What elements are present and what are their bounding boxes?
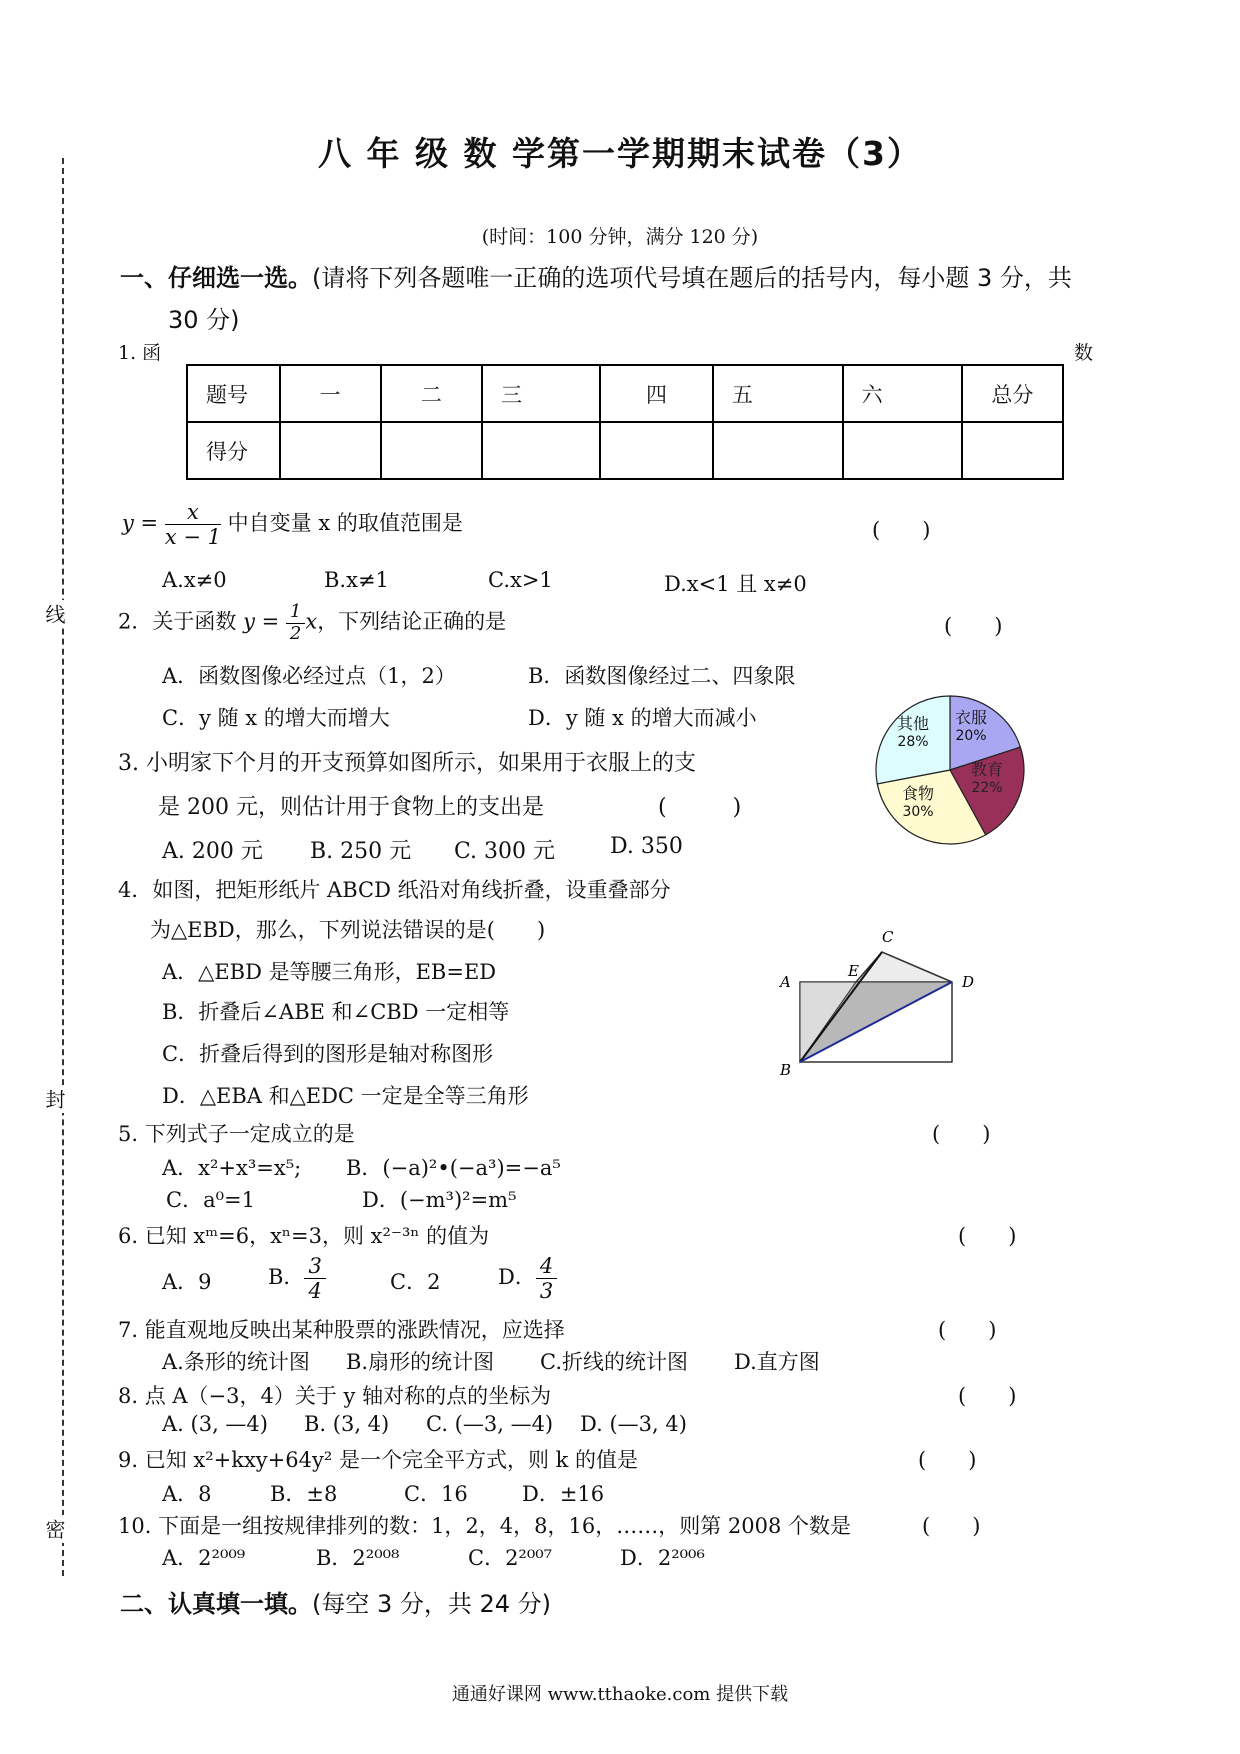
q4-option-d: D．△EBA 和△EDC 一定是全等三角形: [162, 1084, 529, 1108]
q1-option-a: A.x≠0: [162, 568, 227, 592]
footer: 通通好课网 www.tthaoke.com 提供下载: [451, 1684, 789, 1705]
section1-desc: (请将下列各题唯一正确的选项代号填在题后的括号内，每小题 3 分，共: [312, 264, 1072, 292]
binding-line: [62, 158, 64, 1576]
table-cell: 总分: [962, 365, 1063, 422]
q6-option-b-label: B．: [268, 1265, 305, 1290]
q9-stem: 9. 已知 x²+kxy+64y² 是一个完全平方式，则 k 的值是: [118, 1448, 639, 1472]
score-cell: [280, 422, 381, 479]
q8-option-c: C. (—3, —4): [426, 1412, 554, 1436]
table-cell: 三: [482, 365, 600, 422]
section1-desc-cont: 30 分): [168, 306, 240, 334]
q6-option-b: [268, 1254, 326, 1303]
q3-option-c: C. 300 元: [454, 839, 556, 864]
table-cell: 四: [600, 365, 713, 422]
q2-option-c: C．y 随 x 的增大而增大: [162, 706, 390, 730]
q2-option-a: A．函数图像必经过点（1，2）: [162, 664, 456, 688]
q8-option-b: B. (3, 4): [304, 1412, 390, 1436]
q1-text: 中自变量 x 的取值范围是: [227, 511, 463, 536]
table-cell: 题号: [187, 365, 280, 422]
q2-answer-paren: ( ): [944, 614, 1003, 638]
q2-formula: y =: [243, 609, 280, 634]
q7-option-d: D.直方图: [734, 1350, 820, 1374]
q9-answer-paren: ( ): [918, 1448, 977, 1472]
q1-option-b: B.x≠1: [324, 568, 389, 592]
q1-numerator: x: [165, 500, 221, 525]
section1-heading: [120, 258, 1072, 293]
score-cell: [843, 422, 962, 479]
q8-answer-paren: ( ): [958, 1384, 1017, 1408]
q7-option-b: B.扇形的统计图: [346, 1350, 495, 1374]
q7-answer-paren: ( ): [938, 1318, 997, 1342]
q5-option-d: D．(−m³)²=m⁵: [362, 1188, 517, 1212]
q5-option-c: C．a⁰=1: [166, 1188, 255, 1212]
q7-stem: 7. 能直观地反映出某种股票的涨跌情况，应选择: [118, 1318, 565, 1342]
score-table-row: [187, 422, 1063, 479]
q1-suffix: 数: [1074, 342, 1094, 364]
score-table-header: [187, 365, 1063, 422]
q10-option-a: A．2²⁰⁰⁹: [162, 1546, 246, 1570]
q2-option-b: B．函数图像经过二、四象限: [528, 664, 796, 688]
pie-label-clothes: 衣服 20%: [955, 708, 988, 744]
pie-label-food: 食物 30%: [902, 784, 935, 820]
score-cell: [482, 422, 600, 479]
q9-option-d: D．±16: [522, 1482, 605, 1506]
q1-fraction: [165, 500, 221, 549]
q10-stem: 10. 下面是一组按规律排列的数：1，2，4，8，16，……，则第 2008 个数是: [118, 1514, 852, 1538]
pie-label-other: 其他 28%: [897, 714, 930, 750]
q5-stem: 5. 下列式子一定成立的是: [118, 1122, 355, 1146]
q2-stem: [118, 602, 506, 644]
score-table: [186, 364, 1064, 480]
q1-answer-paren: ( ): [872, 518, 931, 542]
q1-prefix: 1. 函: [118, 342, 162, 364]
q10-option-c: C．2²⁰⁰⁷: [468, 1546, 553, 1570]
q3-line1: 3. 小明家下个月的开支预算如图所示，如果用于衣服上的支: [118, 751, 696, 776]
q8-option-a: A. (3, —4): [162, 1412, 268, 1436]
table-cell: 六: [843, 365, 962, 422]
q2-rest: ，下列结论正确的是: [317, 609, 507, 634]
q4-option-a: A．△EBD 是等腰三角形，EB=ED: [162, 960, 497, 984]
q6-option-d-fraction: $\frac{4}{3}$: [536, 1254, 557, 1303]
q3-answer-paren: ( ): [658, 795, 742, 820]
side-label-xian: 线: [40, 600, 69, 628]
score-cell: [381, 422, 482, 479]
vertex-label-b: B: [780, 1061, 792, 1079]
q1-denominator: x − 1: [164, 525, 221, 550]
q10-option-d: D．2²⁰⁰⁶: [620, 1546, 705, 1570]
q10-option-b: B．2²⁰⁰⁸: [316, 1546, 400, 1570]
score-cell: [962, 422, 1063, 479]
q5-answer-paren: ( ): [932, 1122, 991, 1146]
q2-fraction: [286, 602, 305, 644]
q1-option-d: D.x<1 且 x≠0: [664, 572, 807, 596]
table-cell: 得分: [187, 422, 280, 479]
section2-title: 二、认真填一填。: [120, 1590, 312, 1618]
q6-option-c: C．2: [390, 1270, 441, 1294]
q9-option-c: C．16: [404, 1482, 468, 1506]
q6-option-d: [498, 1254, 557, 1303]
q6-option-b-fraction: $\frac{3}{4}$: [304, 1254, 325, 1303]
score-cell: [600, 422, 713, 479]
q6-answer-paren: ( ): [958, 1224, 1017, 1248]
score-cell: [713, 422, 843, 479]
q2-denominator: 2: [289, 622, 302, 644]
q4-line2: 为△EBD，那么，下列说法错误的是( ): [150, 918, 546, 942]
q10-answer-paren: ( ): [922, 1514, 981, 1538]
q4-option-b: B．折叠后∠ABE 和∠CBD 一定相等: [162, 1000, 510, 1024]
q2-option-d: D．y 随 x 的增大而减小: [528, 706, 757, 730]
vertex-label-c: C: [882, 928, 894, 946]
q4-option-c: C．折叠后得到的图形是轴对称图形: [162, 1042, 494, 1066]
section2-desc: (每空 3 分，共 24 分): [312, 1590, 552, 1618]
q5-option-a: A．x²+x³=x⁵;: [162, 1156, 302, 1180]
page-title: 八 年 级 数 学第一学期期末试卷（3）: [318, 134, 922, 173]
vertex-label-a: A: [780, 973, 791, 991]
q3-line2: 是 200 元，则估计用于食物上的支出是: [158, 795, 544, 820]
side-label-mi: 密: [40, 1515, 69, 1543]
vertex-label-d: D: [962, 973, 975, 991]
exam-info: (时间：100 分钟，满分 120 分): [481, 226, 759, 248]
q3-option-b: B. 250 元: [310, 839, 412, 864]
q6-option-a: A．9: [162, 1270, 212, 1294]
q6-option-d-label: D．: [498, 1265, 536, 1290]
section2-heading: [120, 1584, 551, 1619]
q7-option-c: C.折线的统计图: [540, 1350, 688, 1374]
pie-labels: [870, 690, 1030, 850]
section1-title: 一、仔细选一选。: [120, 264, 312, 292]
q2-var: x: [305, 609, 318, 634]
q9-option-a: A．8: [162, 1482, 212, 1506]
q2-text: 2．关于函数: [118, 609, 237, 634]
q1-option-c: C.x>1: [488, 568, 553, 592]
q3-option-d: D. 350: [610, 834, 683, 859]
q4-line1: 4．如图，把矩形纸片 ABCD 纸沿对角线折叠，设重叠部分: [118, 878, 671, 902]
table-cell: 二: [381, 365, 482, 422]
q5-option-b: B．(−a)²•(−a³)=−a⁵: [346, 1156, 561, 1180]
q8-stem: 8. 点 A（−3，4）关于 y 轴对称的点的坐标为: [118, 1384, 552, 1408]
fold-rectangle-figure: [770, 920, 1000, 1080]
vertex-label-e: E: [848, 962, 859, 980]
q1-stem: [122, 500, 463, 549]
q1-formula-lhs: y =: [122, 511, 159, 536]
q7-option-a: A.条形的统计图: [162, 1350, 310, 1374]
q6-stem: 6. 已知 xᵐ=6，xⁿ=3，则 x²⁻³ⁿ 的值为: [118, 1224, 490, 1248]
q2-numerator: 1: [286, 602, 305, 624]
q9-option-b: B．±8: [270, 1482, 338, 1506]
q8-option-d: D. (—3, 4): [580, 1412, 687, 1436]
side-label-feng: 封: [40, 1085, 69, 1113]
table-cell: 五: [713, 365, 843, 422]
table-cell: 一: [280, 365, 381, 422]
q3-option-a: A. 200 元: [162, 839, 263, 864]
pie-label-education: 教育 22%: [971, 760, 1004, 796]
